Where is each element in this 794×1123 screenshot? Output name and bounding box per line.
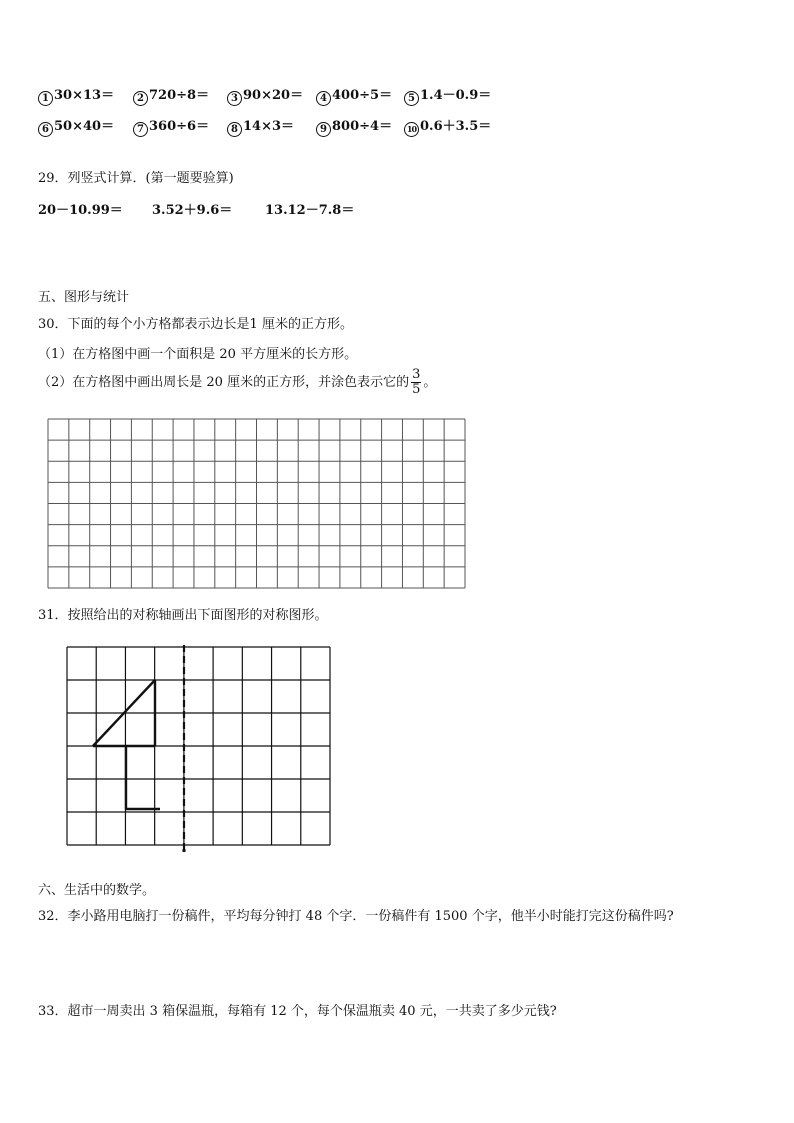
calc-expression: 14×3＝ (243, 119, 295, 134)
oral-calc-item-7 (133, 115, 209, 137)
fraction-numerator: 3 (412, 367, 421, 382)
calc-expression: 50×40＝ (54, 119, 115, 134)
q30-part-1: （1）在方格图中画一个面积是 20 平方厘米的长方形。 (38, 347, 358, 362)
oral-calc-item-2 (133, 84, 209, 106)
q30-square-grid[interactable] (47, 418, 467, 591)
q33-text: 33．超市一周卖出 3 箱保温瓶，每箱有 12 个，每个保温瓶卖 40 元，一共卖了多少元钱? (38, 1004, 557, 1019)
calc-expression: 400÷5＝ (332, 88, 393, 103)
oral-calc-item-9 (316, 115, 392, 137)
axis-end-mark (183, 849, 186, 852)
circled-number: 2 (133, 91, 148, 106)
q29-expr-3: 13.12－7.8＝ (265, 203, 355, 218)
section-5-title: 五、图形与统计 (38, 290, 130, 305)
q30-part-2-end: 。 (423, 375, 437, 390)
oral-calc-item-3 (227, 84, 303, 106)
circled-number: 3 (227, 91, 242, 106)
q30-part-2-text: （2）在方格图中画出周长是 20 厘米的正方形，并涂色表示它的 (38, 375, 410, 390)
calc-expression: 1.4－0.9＝ (420, 88, 492, 103)
calc-expression: 90×20＝ (243, 88, 304, 103)
oral-calc-item-8 (227, 115, 294, 137)
circled-number: 6 (38, 122, 53, 137)
calc-expression: 800÷4＝ (332, 119, 393, 134)
q30-title: 30．下面的每个小方格都表示边长是1 厘米的正方形。 (38, 317, 353, 332)
calc-expression: 30×13＝ (54, 88, 115, 103)
calc-expression: 720÷8＝ (149, 88, 210, 103)
calc-expression: 360÷6＝ (149, 119, 210, 134)
oral-calc-item-6 (38, 115, 114, 137)
circled-number: 1 (38, 91, 53, 106)
circled-number: 4 (316, 91, 331, 106)
section-6-title: 六、生活中的数学。 (38, 883, 156, 898)
q29-expr-2: 3.52＋9.6＝ (152, 203, 233, 218)
calc-expression: 0.6＋3.5＝ (420, 119, 492, 134)
oral-calc-item-4 (316, 84, 392, 106)
circled-number: 8 (227, 122, 242, 137)
given-figure-four (93, 680, 160, 809)
circled-number: 9 (316, 122, 331, 137)
fraction (411, 368, 421, 397)
q32-text: 32．李小路用电脑打一份稿件，平均每分钟打 48 个字．一份稿件有 1500 个字，他半小时能打完这份稿件吗? (38, 909, 674, 924)
oral-calc-item-1 (38, 84, 114, 106)
q29-expr-1: 20－10.99＝ (38, 203, 123, 218)
q31-title: 31．按照给出的对称轴画出下面图形的对称图形。 (38, 608, 328, 623)
q29-title: 29．列竖式计算．(第一题要验算) (38, 171, 234, 186)
q30-part-2 (38, 368, 436, 397)
circled-number: 7 (133, 122, 148, 137)
oral-calc-item-5 (404, 84, 491, 106)
q31-symmetry-grid[interactable] (66, 645, 334, 855)
circled-number: 5 (404, 91, 419, 106)
circled-number: 10 (404, 122, 419, 137)
fraction-denominator: 5 (412, 382, 421, 397)
oral-calc-item-10 (404, 115, 491, 137)
